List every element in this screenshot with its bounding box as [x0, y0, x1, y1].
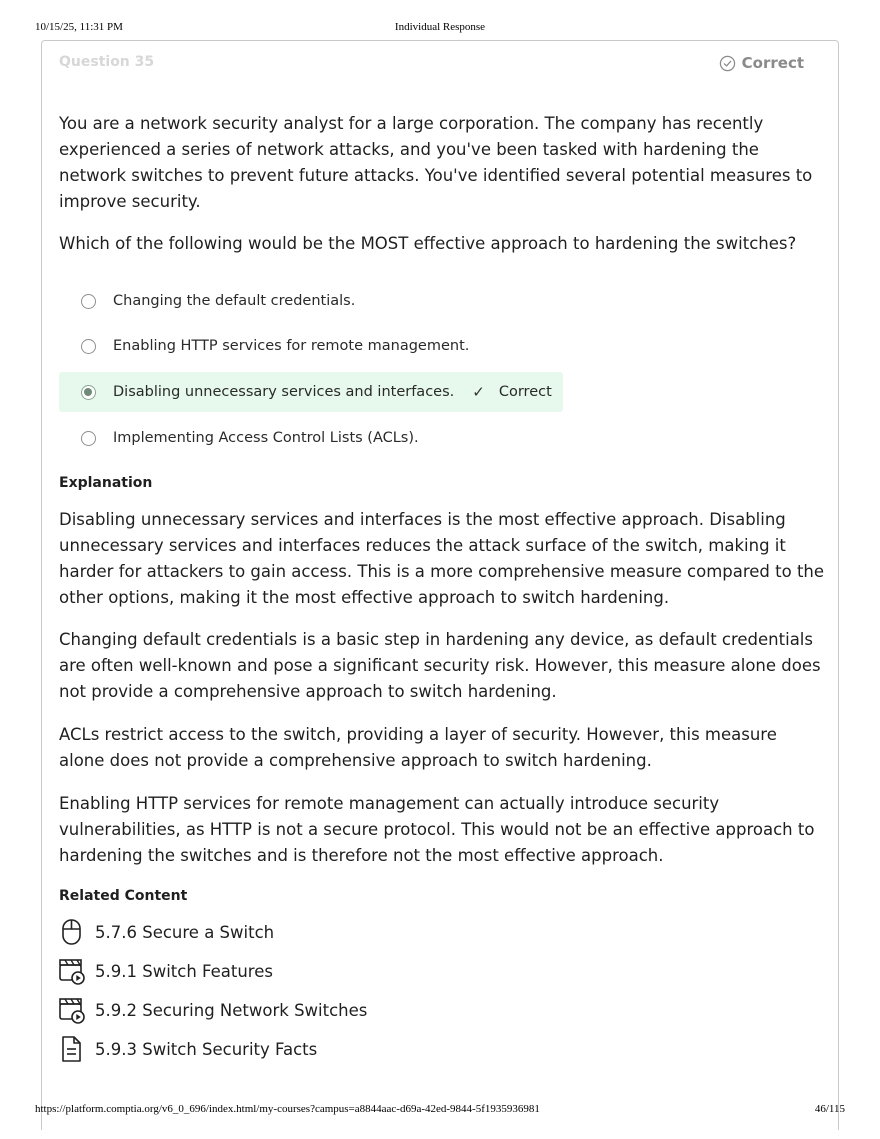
answer-option-selected[interactable] — [59, 372, 563, 412]
answer-option-label: Enabling HTTP services for remote management. — [113, 338, 470, 354]
related-item-label[interactable]: 5.9.1 Switch Features — [95, 961, 273, 981]
print-page-number: 46/115 — [814, 1103, 845, 1115]
print-datetime: 10/15/25, 11:31 PM — [35, 21, 123, 33]
related-content-heading: Related Content — [59, 888, 188, 904]
explanation-paragraph: ACLs restrict access to the switch, providing a layer of security. However, this measure alone does not provide a comprehensive approach to switch hardening. — [59, 725, 777, 770]
answer-option[interactable] — [59, 281, 563, 321]
radio-button[interactable] — [81, 294, 96, 309]
related-item-label[interactable]: 5.9.3 Switch Security Facts — [95, 1039, 318, 1059]
answer-option-label: Implementing Access Control Lists (ACLs). — [113, 430, 419, 446]
question-number: Question 35 — [59, 54, 155, 70]
video-clapper-icon — [59, 996, 85, 1024]
mouse-icon — [59, 918, 85, 946]
answer-option[interactable] — [59, 326, 563, 366]
related-item-switch-features[interactable] — [59, 956, 273, 986]
radio-button[interactable] — [81, 339, 96, 354]
related-item-label[interactable]: 5.9.2 Securing Network Switches — [95, 1000, 368, 1020]
status-label: Correct — [741, 54, 804, 72]
explanation-paragraph: Enabling HTTP services for remote management can actually introduce security vulnerabilities, as HTTP is not a secure protocol. This would not be an effective approach to hardening the switches and is therefore not the most effective approach. — [59, 794, 815, 865]
answer-option-label: Disabling unnecessary services and interfaces. — [113, 384, 455, 400]
answer-option-label: Changing the default credentials. — [113, 293, 356, 309]
document-icon — [59, 1035, 85, 1063]
radio-button[interactable] — [81, 431, 96, 446]
print-title: Individual Response — [394, 21, 486, 33]
question-card — [41, 40, 839, 1130]
related-item-secure-a-switch[interactable] — [59, 917, 274, 947]
explanation-paragraph: Disabling unnecessary services and interfaces is the most effective approach. Disabling unnecessary services and interfaces reduces the attack surface of the switch, making it harder for attackers to gain access. This is a more comprehensive measure compared to the other options, making it the most effective approach to switch hardening. — [59, 510, 825, 607]
checkmark-icon: ✓ — [472, 383, 485, 401]
question-status — [719, 54, 804, 72]
video-clapper-icon — [59, 957, 85, 985]
answer-option[interactable] — [59, 418, 563, 458]
explanation-paragraph: Changing default credentials is a basic step in hardening any device, as default credentials are often well-known and pose a significant security risk. However, this measure alone does not provide a comprehensive approach to switch hardening. — [59, 630, 821, 701]
print-footer — [0, 1103, 880, 1119]
print-header — [0, 21, 880, 37]
question-prompt-2: Which of the following would be the MOST effective approach to hardening the switches? — [59, 234, 797, 253]
print-url: https://platform.comptia.org/v6_0_696/index.html/my-courses?campus=a8844aac-d69a-42ed-9844-5f1935936981 — [35, 1103, 540, 1115]
question-prompt: You are a network security analyst for a large corporation. The company has recently experienced a series of network attacks, and you've been tasked with hardening the network switches to prevent future attacks. You've identified several potential measures to improve security. — [59, 114, 813, 211]
answer-result-label: Correct — [498, 384, 552, 400]
related-item-securing-network-switches[interactable] — [59, 995, 367, 1025]
check-circle-icon — [719, 55, 736, 72]
related-item-switch-security-facts[interactable] — [59, 1034, 317, 1064]
explanation-heading: Explanation — [59, 475, 153, 491]
question-header — [59, 54, 804, 76]
related-item-label[interactable]: 5.7.6 Secure a Switch — [95, 922, 275, 942]
radio-button-checked[interactable] — [81, 385, 96, 400]
